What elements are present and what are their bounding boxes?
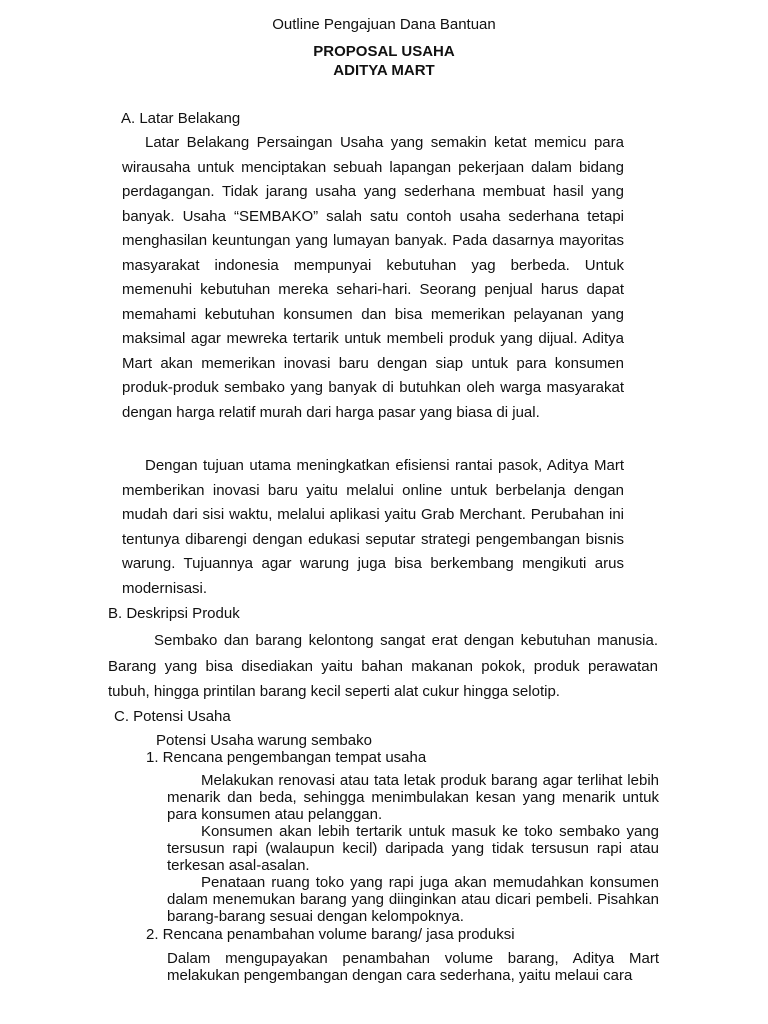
section-c-item-1-title: 1. Rencana pengembangan tempat usaha: [146, 749, 427, 766]
section-c-item-1-paragraph-3: Penataan ruang toko yang rapi juga akan memudahkan konsumen dalam menemukan barang yang diinginkan atau dicari pembeli. Pisahkan barang-barang sesuai dengan kelompoknya.: [167, 874, 659, 925]
section-c-heading: C. Potensi Usaha: [114, 708, 231, 725]
proposal-title-block: [0, 42, 768, 80]
section-a-heading: A. Latar Belakang: [121, 110, 241, 127]
section-c-item-1-paragraph-2: Konsumen akan lebih tertarik untuk masuk ke toko sembako yang tersusun rapi (walaupun kecil) daripada yang tidak tersusun rapi atau terkesan asal-asalan.: [167, 823, 659, 874]
section-b-heading: B. Deskripsi Produk: [108, 605, 240, 622]
section-c-item-1-paragraph-1: Melakukan renovasi atau tata letak produk barang agar terlihat lebih menarik dan beda, sehingga menimbulakan kesan yang menarik untuk para konsumen atau pelanggan.: [167, 772, 659, 823]
proposal-title: PROPOSAL USAHA: [313, 43, 455, 60]
section-c-item-2-paragraph-1: Dalam mengupayakan penambahan volume barang, Aditya Mart melakukan pengembangan dengan cara sederhana, yaitu melaui cara: [167, 950, 659, 984]
outline-title: Outline Pengajuan Dana Bantuan: [272, 16, 496, 33]
section-c-intro: Potensi Usaha warung sembako: [156, 732, 372, 749]
section-a-paragraph-1: Latar Belakang Persaingan Usaha yang semakin ketat memicu para wirausaha untuk menciptakan sebuah lapangan pekerjaan dalam bidang perdagangan. Tidak jarang usaha yang sederhana membuat hasil yang banyak. Usaha “SEMBAKO” salah satu contoh usaha sederhana tetapi menghasilan keuntungan yang lumayan banyak. Pada dasarnya mayoritas masyarakat indonesia mempunyai kebutuhan yag berbeda. Untuk memenuhi kebutuhan mereka sehari-hari. Seorang penjual harus dapat memahami kebutuhan konsumen dan bisa memerikan pelayanan yang maksimal agar mewreka tertarik untuk membeli produk yang dijual. Aditya Mart akan memerikan inovasi baru dengan siap untuk para konsumen produk-produk sembako yang banyak di butuhkan oleh warga masyarakat dengan harga relatif murah dari harga pasar yang biasa di jual.: [122, 134, 624, 421]
section-b-paragraph: Sembako dan barang kelontong sangat erat dengan kebutuhan manusia. Barang yang bisa disediakan yaitu bahan makanan pokok, produk perawatan tubuh, hingga printilan barang kecil seperti alat cukur hingga selotip.: [108, 632, 658, 700]
section-a-paragraph-2: Dengan tujuan utama meningkatkan efisiensi rantai pasok, Aditya Mart memberikan inovasi baru yaitu melalui online untuk berbelanja dengan mudah dari sisi waktu, melalui aplikasi yaitu Grab Merchant. Perubahan ini tentunya dibarengi dengan edukasi seputar strategi pengembangan bisnis warung. Tujuannya agar warung juga bisa berkembang mengikuti arus modernisasi.: [122, 457, 624, 597]
section-c-item-2-title: 2. Rencana penambahan volume barang/ jasa produksi: [146, 926, 515, 943]
business-name: ADITYA MART: [333, 62, 435, 79]
